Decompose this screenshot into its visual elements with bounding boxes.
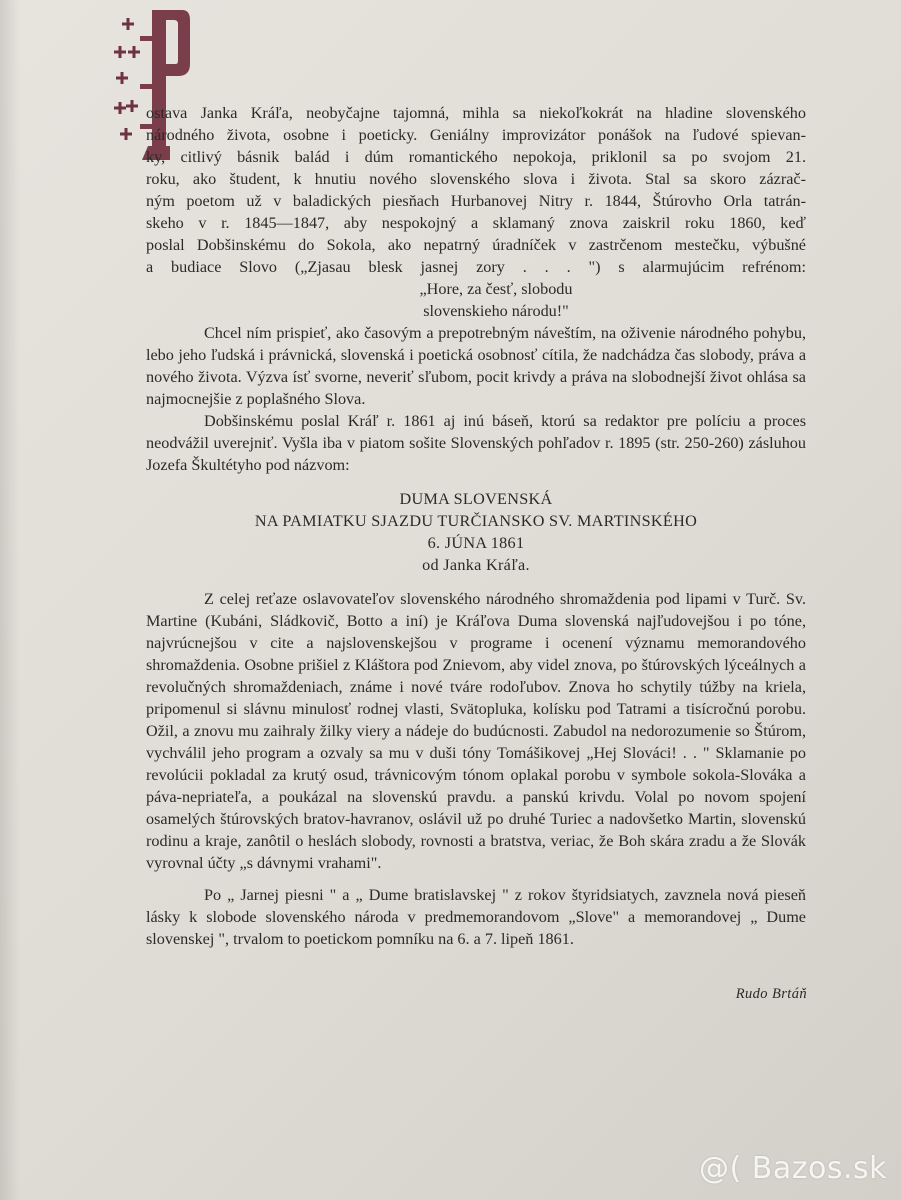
- author-signature: Rudo Brtáň: [735, 986, 807, 1002]
- intro-line: skeho v r. 1845—1847, aby nespokojný a sklamaný znova zaiskril roku 1860, keď: [146, 214, 806, 232]
- paragraph: Po „ Jarnej piesni " a „ Dume bratislavskej " z rokov štyridsiatych, zavznela nová pieseň lásky k slobode slovenského národa v predmemorandovom „Slove" a memorandovej „ Dume slovenskej ", trvalom to poetickom pomníku na 6. a 7. lipeň 1861.: [146, 886, 806, 948]
- article-text: [146, 102, 806, 950]
- paragraph: Z celej reťaze oslavovateľov slovenského národného shromaždenia pod lipami v Turč. Sv. Martine (Kubáni, Sládkovič, Botto a iní) je Kráľova Duma slovenská najľudovejšou i po tóne, najvrúcnejšou v cite a najslovenskejšou v programe i ocenení významu memorandového shromaždenia. Osobne prišiel z Kláštora pod Znievom, aby videl znova, po štúrovských lýceálnych a revolučných shromaždeniach, známe i nové tváre rodoľubov. Znova ho schytily túžby na kriela, pripomenul si slávnu minulosť rodnej vlasti, Svätopluka, kolísku pod Tatrami a tisícročnú porobu. Ožil, a znovu mu zaihraly žilky viery a nádeje do budúcnosti. Zabudol na nedorozumenie so Štúrom, vychválil jeho program a ozvaly sa mu v duši tóny Tomášikovej „Hej Slováci! . . " Sklamanie po revolúcii pokladal za krutý osud, trávnicovým tónom oplakal porobu v symbole sokola-Slováka a páva-nepriateľa, a poukázal na slovenskú pravdu. a panskú krivdu. Volal po novom spojení osamelých štúrovských bratov-havranov, oslávil už po druhé Turiec a nadovšetko Martin, slovenskú rodinu a kraje, zanôtil o heslách slobody, rovnosti a bratstva, veriac, že Boh skára zradu a že Slovák vyrovnal účty „s dávnymi vrahami".: [146, 590, 806, 872]
- intro-line: roku, ako študent, k hnutiu nového slovenského slova i života. Stal sa skoro zázrač-: [146, 170, 806, 188]
- refrain-quote-line: „Hore, za česť, slobodu: [419, 280, 573, 298]
- paragraph: Chcel ním prispieť, ako časovým a prepotrebným náveštím, na oživenie národného pohybu, lebo jeho ľudská i právnická, slovenská i poetická osobnosť cítila, že nadchádza čas slobody, práva a nového života. Výzva ísť svorne, neveriť sľubom, pocit krivdy a práva na slobodnejší život ohlása sa najmocnejšie z poplašného Slova.: [146, 324, 806, 408]
- poem-title-line: 6. JÚNA 1861: [427, 534, 525, 552]
- intro-line: poslal Dobšinskému do Sokola, ako nepatrný úradníček v zastrčenom mestečku, výbušné: [146, 236, 806, 254]
- intro-paragraph: [146, 102, 806, 278]
- intro-line: ným poetom už v baladických piesňach Hurbanovej Nitry r. 1844, Štúrovho Orla tatrán-: [146, 192, 806, 210]
- intro-line: ostava Janka Kráľa, neobyčajne tajomná, mihla sa niekoľkokrát na hladine slovenského: [146, 104, 806, 122]
- intro-line: ky, citlivý básnik balád i dúm romantického nepokoja, priklonil sa po svojom 21.: [146, 148, 806, 166]
- poem-author-line: od Janka Kráľa.: [422, 556, 530, 574]
- refrain-quote-line: slovenskieho národu!": [423, 302, 569, 320]
- poem-title-line: NA PAMIATKU SJAZDU TURČIANSKO SV. MARTINSKÉHO: [254, 512, 698, 530]
- poem-title-line: DUMA SLOVENSKÁ: [399, 490, 553, 508]
- intro-line: národného života, osobne i poeticky. Geniálny improvizátor ponášok na ľudové spievan-: [146, 126, 806, 144]
- watermark: @( Bazos.sk: [699, 1151, 887, 1186]
- intro-line: a budiace Slovo („Zjasau blesk jasnej zory . . . ") s alarmujúcim refrénom:: [146, 258, 806, 276]
- page-edge-shadow: [0, 0, 20, 1200]
- paragraph: Dobšinskému poslal Kráľ r. 1861 aj inú báseň, ktorú sa redaktor pre políciu a proces neodvážil uverejniť. Vyšla iba v piatom sošite Slovenských pohľadov r. 1895 (str. 250-260) zásluhou Jozefa Škultétyho pod názvom:: [146, 412, 806, 474]
